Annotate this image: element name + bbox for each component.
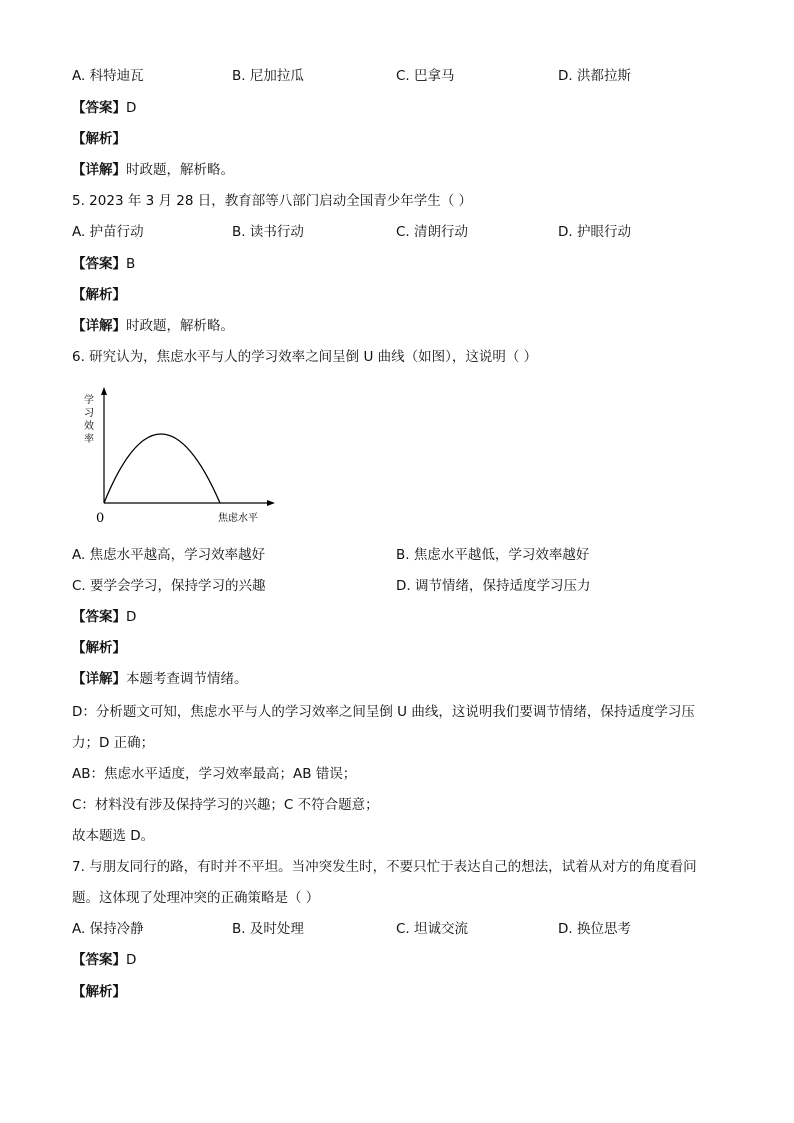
q7-answer xyxy=(72,951,136,969)
q6-answer xyxy=(72,608,136,626)
answer-label: 【答案】 xyxy=(72,100,126,116)
q6-detail xyxy=(72,670,248,688)
q6-analysis-label: 【解析】 xyxy=(72,640,126,656)
q6-option-a: A. 焦虑水平越高，学习效率越好 xyxy=(72,547,266,563)
q7-analysis-label: 【解析】 xyxy=(72,984,126,1000)
q7-option-b: B. 及时处理 xyxy=(232,921,304,937)
q7-stem-line-1: 7. 与朋友同行的路，有时并不平坦。当冲突发生时，不要只忙于表达自己的想法，试着从对方的角度看问 xyxy=(72,859,697,875)
answer-label: 【答案】 xyxy=(72,952,126,968)
answer-label: 【答案】 xyxy=(72,256,126,272)
detail-text: 时政题，解析略。 xyxy=(126,318,234,334)
q5-option-b: B. 读书行动 xyxy=(232,224,304,240)
y-label-char-4: 率 xyxy=(84,434,94,445)
q4-answer xyxy=(72,99,136,117)
q6-explanation-line-2: 力；D 正确； xyxy=(72,735,155,751)
q6-explanation-line-4: C：材料没有涉及保持学习的兴趣；C 不符合题意； xyxy=(72,797,379,813)
q5-answer xyxy=(72,255,135,273)
q6-explanation-line-1: D：分析题文可知，焦虑水平与人的学习效率之间呈倒 U 曲线，这说明我们要调节情绪，保持适度学习压 xyxy=(72,704,695,720)
answer-value: B xyxy=(126,256,136,272)
q5-detail xyxy=(72,317,234,335)
q7-option-a: A. 保持冷静 xyxy=(72,921,144,937)
x-label: 焦虑水平 xyxy=(218,513,258,524)
q7-option-c: C. 坦诚交流 xyxy=(396,921,469,937)
q4-option-c: C. 巴拿马 xyxy=(396,68,455,84)
detail-text: 时政题，解析略。 xyxy=(126,162,234,178)
q7-option-d: D. 换位思考 xyxy=(558,921,631,937)
q4-analysis-label: 【解析】 xyxy=(72,131,126,147)
q7-stem-line-2: 题。这体现了处理冲突的正确策略是（ ） xyxy=(72,890,320,906)
origin-label: 0 xyxy=(96,511,105,526)
q4-detail xyxy=(72,161,234,179)
inverted-u-curve xyxy=(104,434,220,503)
q5-option-c: C. 清朗行动 xyxy=(396,224,469,240)
answer-value: D xyxy=(126,952,137,968)
q5-option-a: A. 护苗行动 xyxy=(72,224,144,240)
q6-option-b: B. 焦虑水平越低，学习效率越好 xyxy=(396,547,590,563)
y-label-char-2: 习 xyxy=(84,408,94,419)
q5-stem: 5. 2023 年 3 月 28 日，教育部等八部门启动全国青少年学生（ ） xyxy=(72,193,473,209)
y-label-char-3: 效 xyxy=(84,421,94,432)
answer-label: 【答案】 xyxy=(72,609,126,625)
detail-label: 【详解】 xyxy=(72,671,126,687)
detail-label: 【详解】 xyxy=(72,162,126,178)
q4-option-a: A. 科特迪瓦 xyxy=(72,68,144,84)
answer-value: D xyxy=(126,609,137,625)
q6-option-d: D. 调节情绪，保持适度学习压力 xyxy=(396,578,591,594)
q6-stem: 6. 研究认为，焦虑水平与人的学习效率之间呈倒 U 曲线（如图），这说明（ ） xyxy=(72,349,538,365)
detail-text: 本题考查调节情绪。 xyxy=(126,671,248,687)
y-axis-arrow xyxy=(101,387,107,395)
q4-option-b: B. 尼加拉瓜 xyxy=(232,68,304,84)
q6-explanation-line-3: AB：焦虑水平适度，学习效率最高；AB 错误； xyxy=(72,766,357,782)
q5-analysis-label: 【解析】 xyxy=(72,287,126,303)
x-axis-arrow xyxy=(267,500,275,506)
q6-option-c: C. 要学会学习，保持学习的兴趣 xyxy=(72,578,266,594)
q6-explanation-line-5: 故本题选 D。 xyxy=(72,828,155,844)
detail-label: 【详解】 xyxy=(72,318,126,334)
answer-value: D xyxy=(126,100,137,116)
y-label-char-1: 学 xyxy=(84,395,94,406)
inverted-u-curve-figure xyxy=(72,385,282,530)
q4-option-d: D. 洪都拉斯 xyxy=(558,68,631,84)
q5-option-d: D. 护眼行动 xyxy=(558,224,631,240)
